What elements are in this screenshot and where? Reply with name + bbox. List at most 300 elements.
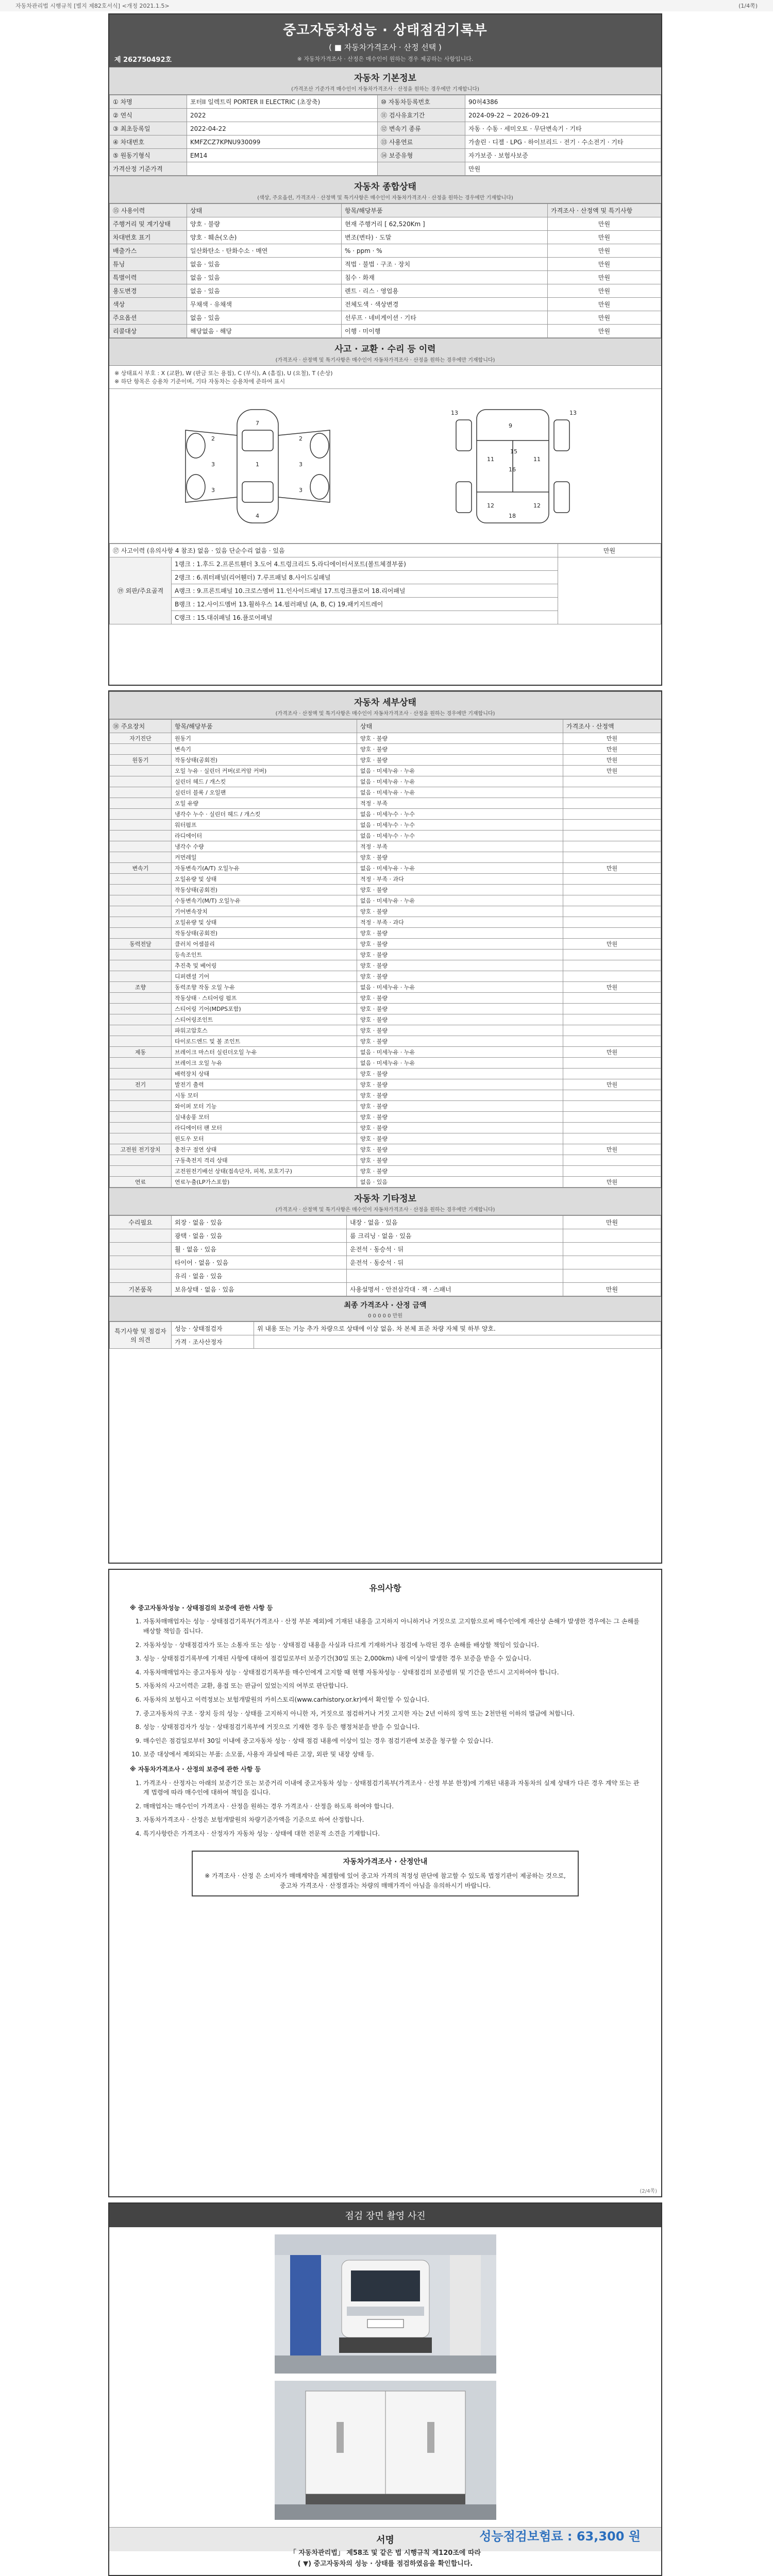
appraisal-guide-title: 자동차가격조사 · 산정안내 xyxy=(343,1858,428,1867)
other-info-row xyxy=(110,1216,661,1229)
detail-device xyxy=(110,1036,172,1047)
sheet-page-2 xyxy=(108,690,662,1564)
detail-device xyxy=(110,852,172,863)
summary-detail: 렌트 · 리스 · 영업용 xyxy=(342,284,548,298)
detail-header-cell: 항목/해당부품 xyxy=(172,720,357,733)
summary-title: 자동차 종합상태 (색상, 주요옵션, 가격조사 · 산정액 및 특기사항은 매수인이 자동차가격조사 · 산정을 원하는 경우에만 기재합니다) xyxy=(109,176,661,204)
detail-device: 자기진단 xyxy=(110,733,172,744)
detail-row xyxy=(110,841,661,852)
signature-label: 서명 xyxy=(109,2527,661,2551)
basic-info-key: 가격산정 기준가격 xyxy=(110,162,187,176)
basic-info-row xyxy=(110,95,661,109)
notes-item: 10. 보증 대상에서 제외되는 부품: 소모품, 사용자 과실에 따른 고장, 외판 및 내장 상태 등. xyxy=(143,1750,641,1759)
detail-state: 적정 · 부족 · 과다 xyxy=(357,874,563,885)
detail-state: 없음 · 미세누유 · 누유 xyxy=(357,766,563,776)
detail-price xyxy=(563,787,661,798)
other-price xyxy=(563,1243,661,1256)
detail-device xyxy=(110,906,172,917)
detail-state: 양호 · 불량 xyxy=(357,928,563,939)
notes-item: 3. 성능 · 상태점검기록부에 기재된 사항에 대하여 점검일로부터 보증기간(30일 또는 2,000km) 내에 이상이 발생한 경우 보증을 받을 수 있습니다. xyxy=(143,1654,641,1664)
notes-item: 6. 자동차의 보험사고 이력정보는 보험개발원의 카히스토리(www.carhistory.or.kr)에서 확인할 수 있습니다. xyxy=(143,1695,641,1705)
detail-row xyxy=(110,863,661,874)
detail-price xyxy=(563,993,661,1004)
other-item: 외장 · 없음 · 있음 xyxy=(172,1216,347,1229)
notes-item: 1. 자동차매매업자는 성능 · 상태점검기록부(가격조사 · 산정 부분 제외)에 기재된 내용을 고지하지 아니하거나 거짓으로 고지함으로써 매수인에게 재산상 손해가 발생한 경우에는 그 손해를 배상할 책임을 집니다. xyxy=(143,1617,641,1636)
detail-device xyxy=(110,960,172,971)
detail-price xyxy=(563,1101,661,1112)
basic-info-row xyxy=(110,149,661,162)
svg-text:13: 13 xyxy=(569,409,577,416)
document-number: 제 262750492호 xyxy=(114,56,172,64)
svg-text:7: 7 xyxy=(255,419,259,427)
detail-device xyxy=(110,798,172,809)
frame-rank-b: B랭크 : 12.사이드멤버 13.휠하우스 14.필러패널 (A, B, C) 19.패키지트레이 xyxy=(172,598,558,611)
other-price xyxy=(563,1229,661,1243)
appraisal-guide-box xyxy=(192,1851,579,1896)
form-citation: 자동차관리법 시행규칙 [별지 제82호서식] <개정 2021.1.5> xyxy=(15,3,170,9)
svg-text:1: 1 xyxy=(255,461,259,468)
summary-detail: 침수 · 화재 xyxy=(342,271,548,284)
special-notes-table xyxy=(109,1321,661,1349)
summary-header-cell: ⑮ 사용이력 xyxy=(110,204,187,217)
car-diagram-area xyxy=(109,389,661,544)
detail-item: 충전구 절연 상태 xyxy=(172,1144,357,1155)
detail-item: 냉각수 수량 xyxy=(172,841,357,852)
detail-state: 양호 · 불량 xyxy=(357,1112,563,1123)
car-exterior-diagram xyxy=(165,399,350,533)
detail-item: 디퍼렌셜 기어 xyxy=(172,971,357,982)
detail-row xyxy=(110,1025,661,1036)
detail-price xyxy=(563,917,661,928)
detail-price: 만원 xyxy=(563,1144,661,1155)
detail-device xyxy=(110,1101,172,1112)
detail-row xyxy=(110,1123,661,1133)
sheet-page-3 xyxy=(108,1569,662,2197)
detail-row xyxy=(110,820,661,831)
basic-info-note: (가격조산 기준가격 매수인이 자동차가격조사 · 산정을 원하는 경우에만 기재합니다) xyxy=(291,87,479,92)
detail-item: 동력조향 작동 오일 누유 xyxy=(172,982,357,993)
notes-item: 2. 매매업자는 매수인이 가격조사 · 산정을 원하는 경우 가격조사 · 산정을 하도록 하여야 합니다. xyxy=(143,1802,641,1811)
svg-text:12: 12 xyxy=(533,502,541,509)
detail-device xyxy=(110,950,172,960)
notes-item: 4. 특기사항란은 가격조사 · 산정자가 자동차 성능 · 상태에 대한 전문적 소견을 기재합니다. xyxy=(143,1829,641,1839)
notes-section xyxy=(109,1570,661,1916)
detail-state: 없음 · 미세누유 · 누유 xyxy=(357,895,563,906)
detail-item: 실린더 헤드 / 개스킷 xyxy=(172,776,357,787)
detail-device xyxy=(110,1069,172,1079)
svg-text:3: 3 xyxy=(298,486,303,494)
detail-device xyxy=(110,874,172,885)
detail-state: 없음 · 미세누유 · 누유 xyxy=(357,1047,563,1058)
detail-item: 브레이크 오일 누유 xyxy=(172,1058,357,1069)
detail-row xyxy=(110,1133,661,1144)
svg-text:9: 9 xyxy=(509,422,513,429)
detail-row xyxy=(110,1112,661,1123)
basic-info-key: ④ 차대번호 xyxy=(110,135,187,149)
summary-header-cell: 가격조사 · 산정액 및 특기사항 xyxy=(548,204,661,217)
detail-state: 양호 · 불량 xyxy=(357,1069,563,1079)
document-subtitle: ( ■ 자동차가격조사 · 산정 선택 ) xyxy=(329,43,442,52)
other-category xyxy=(110,1269,172,1283)
sheet-page-4 xyxy=(108,2202,662,2576)
basic-info-value: 만원 xyxy=(465,162,661,176)
detail-device xyxy=(110,885,172,895)
sheet-page-1 xyxy=(108,13,662,686)
other-item: 타이어 · 없음 · 있음 xyxy=(172,1256,347,1269)
detail-price xyxy=(563,1155,661,1166)
detail-state: 적정 · 부족 · 과다 xyxy=(357,917,563,928)
notes-item: 8. 성능 · 상태점검자가 성능 · 상태점검기록부에 거짓으로 기재한 경우 등은 행정처분을 받을 수 있습니다. xyxy=(143,1722,641,1732)
detail-price xyxy=(563,776,661,787)
basic-info-key: ① 차명 xyxy=(110,95,187,109)
detail-row xyxy=(110,1155,661,1166)
other-category xyxy=(110,1256,172,1269)
summary-item: 배출가스 xyxy=(110,244,187,258)
notes-heading-2: ※ 자동차가격조사 · 산정의 보증에 관한 사항 등 xyxy=(130,1765,261,1773)
detail-state: 양호 · 불량 xyxy=(357,1133,563,1144)
detail-price: 만원 xyxy=(563,766,661,776)
detail-state: 없음 · 미세누수 · 누수 xyxy=(357,820,563,831)
other-info-row xyxy=(110,1229,661,1243)
detail-item: 클러치 어셈블리 xyxy=(172,939,357,950)
detail-item: 추진축 및 베어링 xyxy=(172,960,357,971)
svg-text:3: 3 xyxy=(211,486,215,494)
detail-device xyxy=(110,744,172,755)
detail-device xyxy=(110,766,172,776)
other-price: 만원 xyxy=(563,1283,661,1296)
basic-info-key: ② 연식 xyxy=(110,109,187,122)
photo-section-title: 점검 장면 촬영 사진 xyxy=(109,2204,661,2227)
detail-item: 워터펌프 xyxy=(172,820,357,831)
summary-state: 없음 · 있음 xyxy=(187,258,342,271)
detail-price: 만원 xyxy=(563,755,661,766)
detail-device xyxy=(110,917,172,928)
detail-device: 전기 xyxy=(110,1079,172,1090)
detail-state: 양호 · 불량 xyxy=(357,885,563,895)
detail-item: 타이로드엔드 및 볼 조인트 xyxy=(172,1036,357,1047)
summary-row xyxy=(110,217,661,231)
page-number-2: (2/4쪽) xyxy=(640,2189,657,2194)
insurance-fee: 성능점검보험료 : 63,300 원 xyxy=(479,2529,641,2544)
summary-price: 만원 xyxy=(548,271,661,284)
other-category xyxy=(110,1243,172,1256)
summary-price: 만원 xyxy=(548,258,661,271)
basic-info-key: ③ 최초등록일 xyxy=(110,122,187,135)
detail-device xyxy=(110,895,172,906)
basic-info-value: 2022-04-22 xyxy=(187,122,378,135)
summary-price: 만원 xyxy=(548,311,661,325)
detail-state: 양호 · 불량 xyxy=(357,1014,563,1025)
svg-text:15: 15 xyxy=(510,448,518,455)
detail-price xyxy=(563,928,661,939)
detail-price xyxy=(563,1004,661,1014)
basic-info-key: ⑬ 사용연료 xyxy=(378,135,465,149)
summary-row xyxy=(110,311,661,325)
detail-state: 없음 · 미세누유 · 누유 xyxy=(357,982,563,993)
detail-row xyxy=(110,755,661,766)
detail-state: 양호 · 불량 xyxy=(357,733,563,744)
basic-info-row xyxy=(110,109,661,122)
other-item: 광택 · 없음 · 있음 xyxy=(172,1229,347,1243)
detail-state: 양호 · 불량 xyxy=(357,1090,563,1101)
other-info-table xyxy=(109,1215,661,1296)
basic-info-row xyxy=(110,135,661,149)
accident-legend: ※ 상태표시 부호 : X (교환), W (판금 또는 용접), C (부식), A (흠집), U (요철), T (손상) ※ 하단 항목은 승용차 기준이며, 기타 자동차는 승용차에 준하여 표시 xyxy=(109,366,661,389)
other-category: 수리필요 xyxy=(110,1216,172,1229)
summary-row xyxy=(110,271,661,284)
summary-price: 만원 xyxy=(548,217,661,231)
detail-row xyxy=(110,895,661,906)
detail-price xyxy=(563,809,661,820)
final-price-value: 0 0 0 0 0 만원 xyxy=(367,1313,403,1319)
basic-info-value: 가솔린 · 디젤 · LPG · 하이브리드 · 전기 · 수소전기 · 기타 xyxy=(465,135,661,149)
detail-price xyxy=(563,1058,661,1069)
detail-row xyxy=(110,874,661,885)
detail-state: 양호 · 불량 xyxy=(357,744,563,755)
summary-price: 만원 xyxy=(548,325,661,338)
other-info-title: 자동차 기타정보 (가격조사 · 산정액 및 특기사항은 매수인이 자동차가격조사 · 산정을 원하는 경우에만 기재합니다) xyxy=(109,1188,661,1215)
detail-item: 라디에이터 팬 모터 xyxy=(172,1123,357,1133)
detail-row xyxy=(110,1036,661,1047)
other-info-note: (가격조사 · 산정액 및 특기사항은 매수인이 자동차가격조사 · 산정을 원하는 경우에만 기재합니다) xyxy=(275,1207,495,1213)
summary-price: 만원 xyxy=(548,231,661,244)
summary-detail: 적법 · 불법 · 구조 · 장치 xyxy=(342,258,548,271)
detail-price xyxy=(563,831,661,841)
detail-item: 스티어링 기어(MDPS포함) xyxy=(172,1004,357,1014)
svg-text:18: 18 xyxy=(509,512,516,519)
document-header xyxy=(109,14,661,67)
detail-price xyxy=(563,1025,661,1036)
svg-text:12: 12 xyxy=(487,502,495,509)
basic-info-value: 자가보증 · 보험사보증 xyxy=(465,149,661,162)
other-item: 휠 · 없음 · 있음 xyxy=(172,1243,347,1256)
detail-state: 양호 · 불량 xyxy=(357,960,563,971)
detail-item: 고전원전기배선 상태(접속단자, 피복, 보호기구) xyxy=(172,1166,357,1177)
detail-row xyxy=(110,1014,661,1025)
detail-header-cell: 가격조사 · 산정액 xyxy=(563,720,661,733)
detail-note: (가격조사 · 산정액 및 특기사항은 매수인이 자동차가격조사 · 산정을 원하는 경우에만 기재합니다) xyxy=(275,711,495,717)
detail-device xyxy=(110,831,172,841)
detail-device xyxy=(110,776,172,787)
detail-device xyxy=(110,993,172,1004)
svg-text:11: 11 xyxy=(533,455,541,463)
basic-info-row xyxy=(110,122,661,135)
detail-price: 만원 xyxy=(563,1047,661,1058)
notes-item: 5. 자동차의 사고이력은 교환, 용접 또는 판금이 있었는지의 여부로 판단합니다. xyxy=(143,1681,641,1691)
summary-row xyxy=(110,258,661,271)
detail-price xyxy=(563,820,661,831)
other-detail: 운전석 · 동승석 · 뒤 xyxy=(347,1243,563,1256)
summary-detail: 변조(변타) · 도말 xyxy=(342,231,548,244)
notes-list-1 xyxy=(130,1617,641,1759)
summary-detail: 이행 · 미이행 xyxy=(342,325,548,338)
detail-item: 구동축전지 격리 상태 xyxy=(172,1155,357,1166)
detail-state: 양호 · 불량 xyxy=(357,950,563,960)
detail-item: 자동변속기(A/T) 오일누유 xyxy=(172,863,357,874)
detail-item: 변속기 xyxy=(172,744,357,755)
summary-price: 만원 xyxy=(548,284,661,298)
summary-row xyxy=(110,298,661,311)
notes-list-2 xyxy=(130,1778,641,1839)
other-price xyxy=(563,1269,661,1283)
detail-state: 없음 · 미세누유 · 누유 xyxy=(357,787,563,798)
detail-row xyxy=(110,928,661,939)
detail-price: 만원 xyxy=(563,1177,661,1188)
detail-row xyxy=(110,1069,661,1079)
detail-device xyxy=(110,809,172,820)
other-detail xyxy=(347,1269,563,1283)
detail-state: 양호 · 불량 xyxy=(357,1144,563,1155)
summary-row xyxy=(110,231,661,244)
footer-confirmation: 「 자동차관리법」 제58조 및 같은 법 시행규칙 제120조에 따라 ( ▼) 중고자동차의 성능 · 상태를 점검하였음을 확인합니다. xyxy=(289,2549,481,2568)
other-price xyxy=(563,1256,661,1269)
appraiser-label: 가격 · 조사산정자 xyxy=(172,1335,254,1349)
detail-row xyxy=(110,1166,661,1177)
final-price-title: 최종 가격조사 · 산정 금액 0 0 0 0 0 만원 xyxy=(109,1296,661,1321)
summary-row xyxy=(110,244,661,258)
detail-state: 없음 · 미세누수 · 누수 xyxy=(357,809,563,820)
detail-header-cell: 상태 xyxy=(357,720,563,733)
detail-state: 없음 · 미세누유 · 누유 xyxy=(357,863,563,874)
detail-row xyxy=(110,1101,661,1112)
summary-item: 주행거리 및 계기상태 xyxy=(110,217,187,231)
detail-device xyxy=(110,1014,172,1025)
detail-state: 없음 · 미세누수 · 누수 xyxy=(357,831,563,841)
detail-price xyxy=(563,885,661,895)
summary-detail: 선루프 · 네비게이션 · 기타 xyxy=(342,311,548,325)
detail-row xyxy=(110,1004,661,1014)
detail-price xyxy=(563,1123,661,1133)
detail-price xyxy=(563,1090,661,1101)
basic-info-value: 2022 xyxy=(187,109,378,122)
detail-row xyxy=(110,993,661,1004)
detail-state: 양호 · 불량 xyxy=(357,1079,563,1090)
detail-item: 와이퍼 모터 기능 xyxy=(172,1101,357,1112)
svg-text:2: 2 xyxy=(211,435,215,442)
detail-state: 양호 · 불량 xyxy=(357,1155,563,1166)
detail-device xyxy=(110,1112,172,1123)
detail-price: 만원 xyxy=(563,744,661,755)
detail-price xyxy=(563,895,661,906)
detail-row xyxy=(110,1144,661,1155)
summary-row xyxy=(110,284,661,298)
detail-price xyxy=(563,1036,661,1047)
summary-detail: % · ppm · % xyxy=(342,244,548,258)
svg-text:16: 16 xyxy=(509,466,516,473)
svg-text:4: 4 xyxy=(255,512,259,519)
other-item: 보유상태 · 없음 · 있음 xyxy=(172,1283,347,1296)
detail-state: 양호 · 불량 xyxy=(357,906,563,917)
detail-state: 양호 · 불량 xyxy=(357,1101,563,1112)
summary-table xyxy=(109,204,661,338)
detail-state: 양호 · 불량 xyxy=(357,1025,563,1036)
detail-state: 양호 · 불량 xyxy=(357,1036,563,1047)
detail-item: 라디에이터 xyxy=(172,831,357,841)
detail-device: 변속기 xyxy=(110,863,172,874)
other-category: 기본품목 xyxy=(110,1283,172,1296)
detail-item: 오일 유량 xyxy=(172,798,357,809)
detail-price xyxy=(563,852,661,863)
detail-item: 오일 누유 · 실린더 커버(로커암 커버) xyxy=(172,766,357,776)
detail-row xyxy=(110,917,661,928)
detail-state: 양호 · 불량 xyxy=(357,852,563,863)
accident-title: 사고 · 교환 · 수리 등 이력 (가격조사 · 산정액 및 특기사항은 매수인이 자동차가격조사 · 산정을 원하는 경우에만 기재합니다) xyxy=(109,338,661,366)
detail-price: 만원 xyxy=(563,863,661,874)
detail-item: 등속조인트 xyxy=(172,950,357,960)
detail-price xyxy=(563,874,661,885)
detail-row xyxy=(110,1090,661,1101)
document-subnote: ※ 자동차가격조사 · 산정은 매수인이 원하는 경우 제공하는 사항입니다. xyxy=(297,56,474,62)
detail-row xyxy=(110,776,661,787)
inspection-photo-rear xyxy=(275,2381,496,2520)
detail-item: 브레이크 마스터 실린더오일 누유 xyxy=(172,1047,357,1058)
detail-title: 자동차 세부상태 (가격조사 · 산정액 및 특기사항은 매수인이 자동차가격조사 · 산정을 원하는 경우에만 기재합니다) xyxy=(109,691,661,719)
detail-device: 연료 xyxy=(110,1177,172,1188)
notes-item: 2. 자동차성능 · 상태점검자가 또는 소통자 또는 성능 · 상태점검 내용을 사실과 다르게 기재하거나 점검에 누락된 경우 손해를 배상할 책임이 있습니다. xyxy=(143,1640,641,1650)
detail-price xyxy=(563,971,661,982)
detail-item: 오일유량 및 상태 xyxy=(172,874,357,885)
detail-item: 실내송풍 모터 xyxy=(172,1112,357,1123)
detail-state: 양호 · 불량 xyxy=(357,971,563,982)
detail-state: 양호 · 불량 xyxy=(357,1166,563,1177)
detail-item: 윈도우 모터 xyxy=(172,1133,357,1144)
detail-row xyxy=(110,809,661,820)
detail-item: 작동상태(공회전) xyxy=(172,755,357,766)
summary-state: 양호 · 불량 xyxy=(187,217,342,231)
detail-price xyxy=(563,1112,661,1123)
basic-info-value: 자동 · 수동 · 세미오토 · 무단변속기 · 기타 xyxy=(465,122,661,135)
detail-device: 동력전달 xyxy=(110,939,172,950)
detail-price xyxy=(563,960,661,971)
notes-title: 유의사항 xyxy=(369,1583,401,1593)
accident-table xyxy=(109,544,661,624)
detail-device xyxy=(110,1025,172,1036)
special-text: 위 내용 또는 기능 추가 차량으로 상태에 이상 없음. 차 본체 표준 차량 자체 및 하부 양호. xyxy=(254,1322,661,1335)
detail-price xyxy=(563,906,661,917)
summary-state: 일산화탄소 · 탄화수소 · 매연 xyxy=(187,244,342,258)
detail-device xyxy=(110,841,172,852)
summary-row xyxy=(110,325,661,338)
detail-item: 발전기 출력 xyxy=(172,1079,357,1090)
summary-item: 특별이력 xyxy=(110,271,187,284)
other-detail: 사용설명서 · 안전삼각대 · 잭 · 스패너 xyxy=(347,1283,563,1296)
detail-item: 스티어링조인트 xyxy=(172,1014,357,1025)
summary-item: 리콜대상 xyxy=(110,325,187,338)
basic-info-row xyxy=(110,162,661,176)
detail-state: 양호 · 불량 xyxy=(357,939,563,950)
basic-info-value: EM14 xyxy=(187,149,378,162)
detail-row xyxy=(110,939,661,950)
detail-item: 연료누출(LP가스포함) xyxy=(172,1177,357,1188)
other-detail: 운전석 · 동승석 · 뒤 xyxy=(347,1256,563,1269)
detail-state: 양호 · 불량 xyxy=(357,1004,563,1014)
detail-state: 양호 · 불량 xyxy=(357,755,563,766)
detail-price: 만원 xyxy=(563,982,661,993)
svg-text:11: 11 xyxy=(487,455,495,463)
frame-rank-1: 1랭크 : 1.후드 2.프론트휀더 3.도어 4.트렁크리드 5.라디에이터서포트(볼트체결부품) xyxy=(172,557,558,571)
detail-row xyxy=(110,1047,661,1058)
detail-device: 고전원 전기장치 xyxy=(110,1144,172,1155)
detail-state: 적정 · 부족 xyxy=(357,841,563,852)
car-frame-diagram xyxy=(420,399,606,533)
detail-device xyxy=(110,1123,172,1133)
notes-item: 9. 매수인은 점검일로부터 30일 이내에 중고자동차 성능 · 상태 점검 내용에 이상이 있는 경우 점검기관에 보증을 청구할 수 있습니다. xyxy=(143,1736,641,1746)
notes-item: 7. 중고자동차의 구조 · 장치 등의 성능 · 상태를 고지하지 아니한 자, 거짓으로 점검하거나 거짓 고지한 자는 2년 이하의 징역 또는 2천만원 이하의 벌금에 처합니다. xyxy=(143,1709,641,1719)
detail-state: 양호 · 불량 xyxy=(357,1123,563,1133)
detail-device: 제동 xyxy=(110,1047,172,1058)
detail-price xyxy=(563,1069,661,1079)
detail-row xyxy=(110,1177,661,1188)
